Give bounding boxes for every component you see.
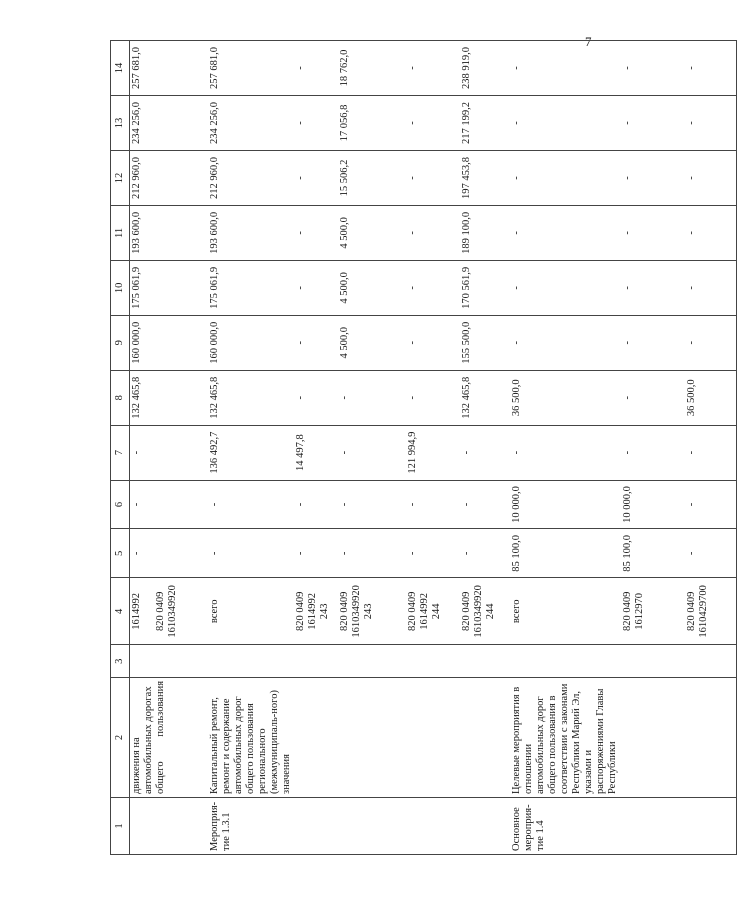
table-cell-col-7: - [338, 425, 406, 480]
table-cell-col-1 [685, 798, 737, 855]
table-cell-col-6: - [685, 480, 737, 529]
table-cell-col-8: 36 500,0 [510, 370, 621, 425]
table-cell-col-4: 820 0409 1610429700 [685, 578, 737, 645]
table-cell-col-10: - [406, 260, 460, 315]
col-header-13: 13 [111, 96, 130, 151]
table-cell-col-3 [685, 645, 737, 678]
table-cell-col-8: - [338, 370, 406, 425]
table-cell-col-9: - [685, 315, 737, 370]
table-cell-col-6: - [294, 480, 338, 529]
table-cell-col-12: 15 506,2 [338, 151, 406, 206]
table-cell-col-1 [294, 798, 338, 855]
table-cell-col-2 [338, 677, 406, 797]
table-cell-col-14: - [406, 41, 460, 96]
rotated-table-sheet [110, 40, 709, 855]
table-cell-col-11: 4 500,0 [338, 205, 406, 260]
table-cell-col-11: - [621, 205, 685, 260]
table-cell-col-9: 160 000,0 [208, 315, 294, 370]
table-cell-col-5: - [406, 529, 460, 578]
table-cell-col-12: - [621, 151, 685, 206]
table-cell-col-13: - [621, 96, 685, 151]
table-cell-col-8: 132 465,8 [460, 370, 510, 425]
table-cell-col-11: - [510, 205, 621, 260]
table-cell-col-11: - [406, 205, 460, 260]
col-header-1: 1 [111, 798, 130, 855]
table-row [338, 41, 406, 855]
table-cell-col-13: - [685, 96, 737, 151]
table-cell-col-13: - [510, 96, 621, 151]
table-row [621, 41, 685, 855]
table-cell-col-8: 132 465,8 [130, 370, 208, 425]
table-cell-col-10: - [510, 260, 621, 315]
table-body [130, 41, 737, 855]
table-cell-col-5: - [208, 529, 294, 578]
table-cell-col-1 [338, 798, 406, 855]
table-cell-col-6: - [460, 480, 510, 529]
col-header-7: 7 [111, 425, 130, 480]
table-cell-col-5: - [338, 529, 406, 578]
table-cell-col-5: - [294, 529, 338, 578]
table-cell-col-1 [130, 798, 208, 855]
table-cell-col-3 [294, 645, 338, 678]
table-row [294, 41, 338, 855]
table-cell-col-13: 17 056,8 [338, 96, 406, 151]
table-cell-col-7: - [460, 425, 510, 480]
col-header-4: 4 [111, 578, 130, 645]
table-cell-col-9: 4 500,0 [338, 315, 406, 370]
col-header-12: 12 [111, 151, 130, 206]
page-number: 7 [585, 34, 592, 49]
col-header-9: 9 [111, 315, 130, 370]
table-cell-col-5: 85 100,0 [621, 529, 685, 578]
col-header-3: 3 [111, 645, 130, 678]
table-cell-col-10: - [294, 260, 338, 315]
table-cell-col-2 [685, 677, 737, 797]
col-header-5: 5 [111, 529, 130, 578]
col-header-6: 6 [111, 480, 130, 529]
table-cell-col-4: всего [208, 578, 294, 645]
table-cell-col-11: 189 100,0 [460, 205, 510, 260]
table-cell-col-7: - [130, 425, 208, 480]
table-cell-col-3 [406, 645, 460, 678]
table-cell-col-12: 212 960,0 [208, 151, 294, 206]
table-cell-col-5: - [460, 529, 510, 578]
table-row [130, 41, 208, 855]
table-cell-col-2 [621, 677, 685, 797]
table-cell-col-1 [460, 798, 510, 855]
table-cell-col-9: - [510, 315, 621, 370]
table-cell-col-13: 217 199,2 [460, 96, 510, 151]
col-header-2: 2 [111, 677, 130, 797]
table-cell-col-10: 175 061,9 [208, 260, 294, 315]
table-cell-col-14: 238 919,0 [460, 41, 510, 96]
table-cell-col-9: 160 000,0 [130, 315, 208, 370]
table-cell-col-14: - [294, 41, 338, 96]
table-cell-col-3 [510, 645, 621, 678]
column-number-header [111, 41, 130, 855]
table-cell-col-12: - [510, 151, 621, 206]
col-header-8: 8 [111, 370, 130, 425]
table-cell-col-7: - [621, 425, 685, 480]
col-header-14: 14 [111, 41, 130, 96]
table-cell-col-12: 212 960,0 [130, 151, 208, 206]
table-row [208, 41, 294, 855]
table-cell-col-13: - [294, 96, 338, 151]
table-cell-col-3 [460, 645, 510, 678]
budget-table [110, 40, 737, 855]
table-cell-col-7: 121 994,9 [406, 425, 460, 480]
table-cell-col-1 [621, 798, 685, 855]
table-cell-col-10: 170 561,9 [460, 260, 510, 315]
table-cell-col-2: движения на автомобильных дорогах общего пользования [130, 677, 208, 797]
table-cell-col-8: - [294, 370, 338, 425]
table-cell-col-6: 10 000,0 [510, 480, 621, 529]
table-cell-col-4: 820 0409 1614992 243 [294, 578, 338, 645]
table-row [406, 41, 460, 855]
table-cell-col-14: 257 681,0 [208, 41, 294, 96]
table-cell-col-2 [406, 677, 460, 797]
table-row [460, 41, 510, 855]
table-cell-col-2 [294, 677, 338, 797]
table-cell-col-7: - [685, 425, 737, 480]
table-cell-col-7: 136 492,7 [208, 425, 294, 480]
table-cell-col-7: - [510, 425, 621, 480]
table-cell-col-4: 820 0409 1614992 244 [406, 578, 460, 645]
table-cell-col-6: - [130, 480, 208, 529]
table-cell-col-3 [208, 645, 294, 678]
col-header-11: 11 [111, 205, 130, 260]
table-cell-col-10: 175 061,9 [130, 260, 208, 315]
table-cell-col-3 [621, 645, 685, 678]
table-cell-col-5: - [130, 529, 208, 578]
table-cell-col-14: 18 762,0 [338, 41, 406, 96]
table-cell-col-8: - [406, 370, 460, 425]
table-cell-col-6: 10 000,0 [621, 480, 685, 529]
table-cell-col-12: - [294, 151, 338, 206]
table-cell-col-9: - [621, 315, 685, 370]
table-cell-col-2 [460, 677, 510, 797]
table-cell-col-9: - [294, 315, 338, 370]
table-cell-col-4: всего [510, 578, 621, 645]
table-cell-col-14: 257 681,0 [130, 41, 208, 96]
table-cell-col-6: - [406, 480, 460, 529]
table-cell-col-10: 4 500,0 [338, 260, 406, 315]
table-cell-col-7: 14 497,8 [294, 425, 338, 480]
table-cell-col-4: 1614992 820 0409 1610349920 [130, 578, 208, 645]
table-cell-col-12: 197 453,8 [460, 151, 510, 206]
table-cell-col-3 [338, 645, 406, 678]
table-cell-col-5: 85 100,0 [510, 529, 621, 578]
table-cell-col-2: Капитальный ремонт, ремонт и содержание автомобильных дорог общего пользования регионального (межмуниципаль-ного) значения [208, 677, 294, 797]
table-cell-col-12: - [685, 151, 737, 206]
table-cell-col-13: 234 256,0 [208, 96, 294, 151]
table-row [685, 41, 737, 855]
table-cell-col-5: - [685, 529, 737, 578]
table-cell-col-11: 193 600,0 [130, 205, 208, 260]
table-cell-col-1: Мероприя-тие 1.3.1 [208, 798, 294, 855]
table-cell-col-6: - [208, 480, 294, 529]
table-cell-col-12: - [406, 151, 460, 206]
table-cell-col-3 [130, 645, 208, 678]
table-cell-col-4: 820 0409 1612970 [621, 578, 685, 645]
table-cell-col-11: - [294, 205, 338, 260]
table-cell-col-14: - [621, 41, 685, 96]
col-header-10: 10 [111, 260, 130, 315]
table-cell-col-4: 820 0409 1610349920 244 [460, 578, 510, 645]
table-cell-col-13: - [406, 96, 460, 151]
table-cell-col-2: Целевые мероприятия в отношении автомобильных дорог общего пользования в соответствии с законами Республики Марий Эл, указами и распоряжениями Главы Республики [510, 677, 621, 797]
table-cell-col-10: - [621, 260, 685, 315]
table-cell-col-8: 36 500,0 [685, 370, 737, 425]
table-cell-col-10: - [685, 260, 737, 315]
table-cell-col-14: - [685, 41, 737, 96]
table-cell-col-1 [406, 798, 460, 855]
table-row [510, 41, 621, 855]
table-cell-col-9: 155 500,0 [460, 315, 510, 370]
table-cell-col-11: - [685, 205, 737, 260]
table-cell-col-14: - [510, 41, 621, 96]
table-cell-col-11: 193 600,0 [208, 205, 294, 260]
table-cell-col-6: - [338, 480, 406, 529]
table-cell-col-13: 234 256,0 [130, 96, 208, 151]
table-cell-col-1: Основное мероприя-тие 1.4 [510, 798, 621, 855]
table-cell-col-8: 132 465,8 [208, 370, 294, 425]
table-cell-col-8: - [621, 370, 685, 425]
table-cell-col-9: - [406, 315, 460, 370]
table-cell-col-4: 820 0409 1610349920 243 [338, 578, 406, 645]
